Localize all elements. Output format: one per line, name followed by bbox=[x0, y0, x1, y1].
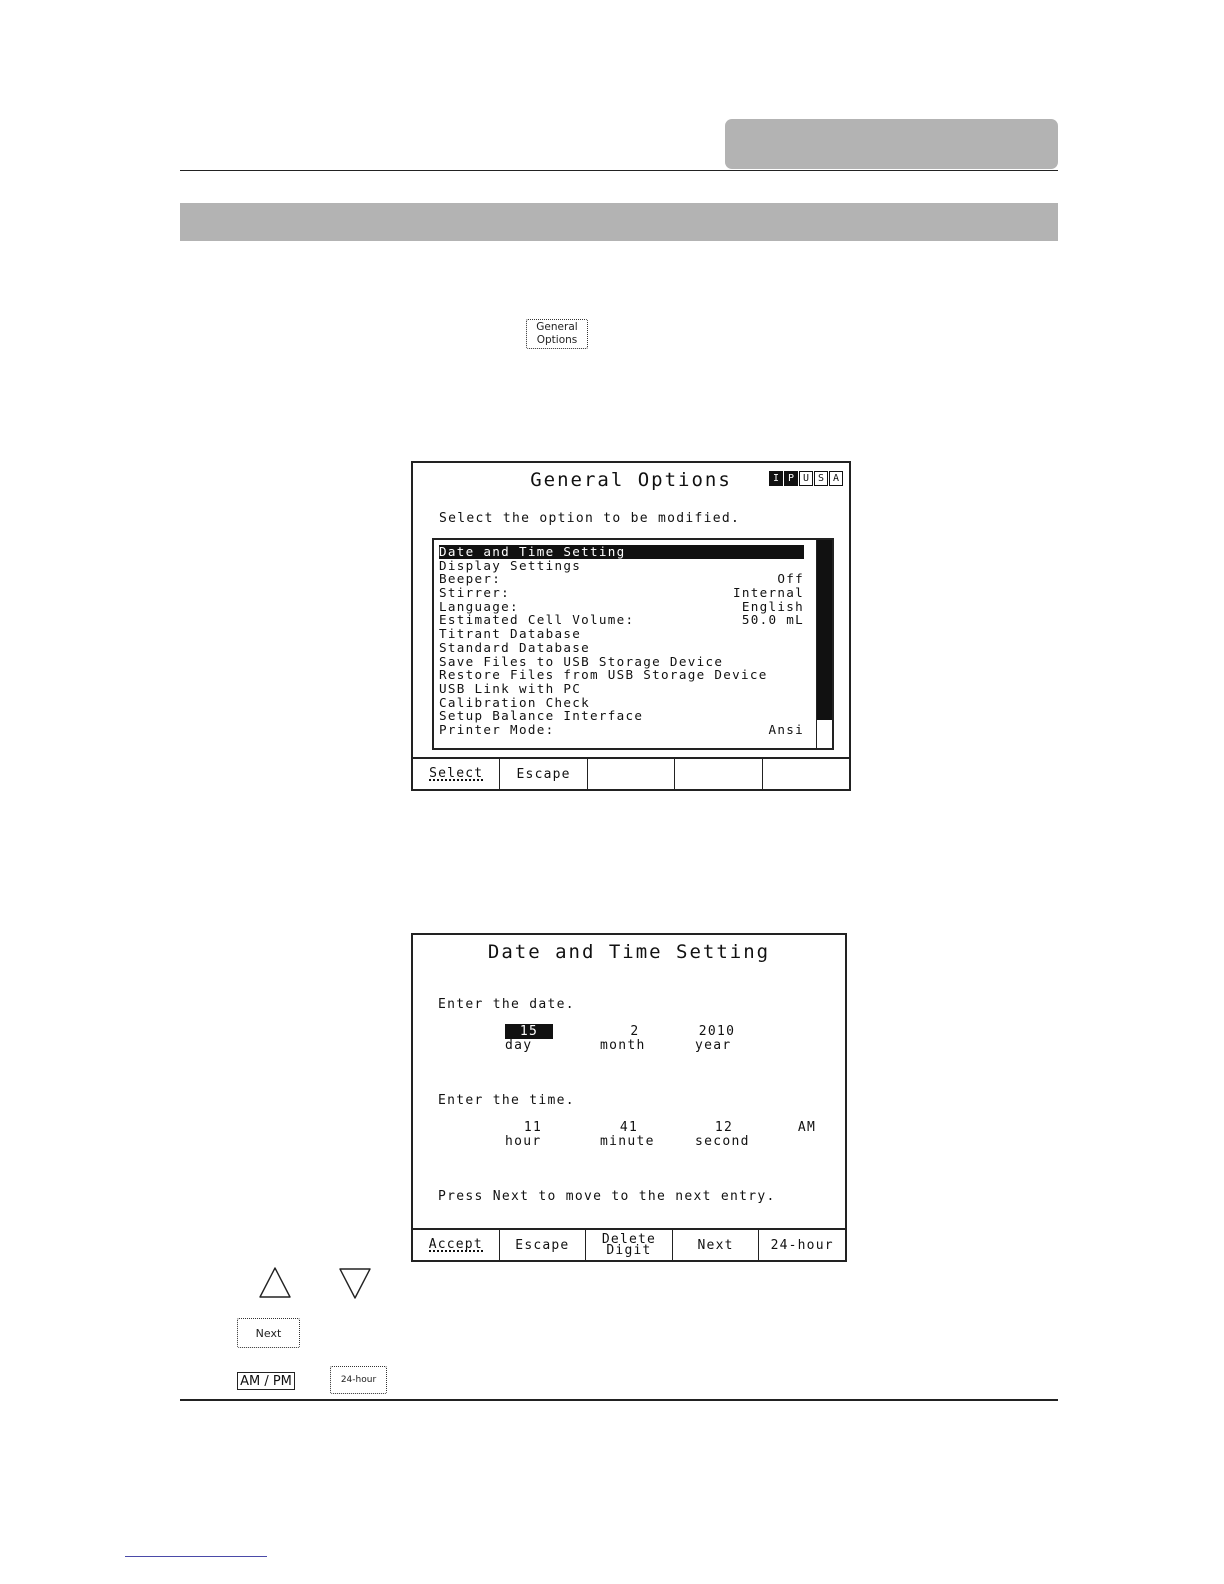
list-item-label: Calibration Check bbox=[439, 694, 590, 710]
hour-field[interactable]: 11 bbox=[523, 1120, 543, 1135]
softkey-blank-4[interactable] bbox=[675, 759, 762, 789]
second-label: second bbox=[695, 1134, 750, 1149]
list-item-value: English bbox=[741, 598, 804, 614]
date-time-screen bbox=[411, 933, 847, 1262]
list-item[interactable] bbox=[439, 668, 804, 682]
status-indicator-s: S bbox=[814, 471, 828, 486]
list-item[interactable] bbox=[439, 696, 804, 710]
twenty-four-hour-key[interactable] bbox=[330, 1366, 387, 1394]
general-options-key-line1: General bbox=[536, 321, 578, 333]
hint-text: Press Next to move to the next entry. bbox=[438, 1189, 776, 1204]
softkey-escape[interactable]: Escape bbox=[500, 1230, 587, 1260]
list-item[interactable] bbox=[439, 723, 804, 737]
softkey-bar bbox=[413, 1228, 845, 1260]
list-item[interactable] bbox=[439, 600, 804, 614]
month-field[interactable]: 2 bbox=[630, 1024, 640, 1039]
status-indicator-p: P bbox=[784, 471, 798, 486]
up-arrow-icon[interactable] bbox=[258, 1266, 292, 1300]
list-item[interactable] bbox=[439, 613, 804, 627]
date-prompt: Enter the date. bbox=[438, 997, 575, 1012]
day-label: day bbox=[505, 1038, 533, 1053]
list-item-label: Standard Database bbox=[439, 639, 590, 655]
list-item[interactable] bbox=[439, 709, 804, 723]
list-item-value: 50.0 mL bbox=[741, 612, 804, 628]
list-item-label: Estimated Cell Volume: bbox=[439, 612, 635, 628]
options-list[interactable] bbox=[432, 538, 834, 750]
list-item-value: Off bbox=[777, 571, 804, 587]
minute-label: minute bbox=[600, 1134, 655, 1149]
softkey-bar bbox=[413, 757, 849, 789]
general-options-key[interactable] bbox=[526, 319, 588, 349]
softkey-blank-5[interactable] bbox=[763, 759, 849, 789]
screen-title: Date and Time Setting bbox=[487, 941, 771, 963]
footer-link-underline bbox=[125, 1556, 267, 1557]
softkey-next[interactable]: Next bbox=[673, 1230, 760, 1260]
minute-field[interactable]: 41 bbox=[619, 1120, 639, 1135]
softkey-24-hour[interactable]: 24-hour bbox=[770, 1237, 834, 1253]
general-options-key-line2: Options bbox=[536, 334, 578, 346]
next-key-label: Next bbox=[255, 1326, 282, 1340]
list-item-label: Date and Time Setting bbox=[439, 544, 626, 559]
hour-label: hour bbox=[505, 1134, 542, 1149]
list-item[interactable] bbox=[439, 627, 804, 641]
list-item[interactable] bbox=[439, 559, 804, 573]
softkey-blank-3[interactable] bbox=[588, 759, 675, 789]
time-prompt: Enter the time. bbox=[438, 1093, 575, 1108]
twenty-four-hour-key-label: 24-hour bbox=[340, 1375, 377, 1385]
softkey-select[interactable]: Select bbox=[413, 759, 500, 789]
scrollbar-thumb[interactable] bbox=[817, 540, 832, 720]
list-item-label: Language: bbox=[439, 598, 519, 614]
header-rule bbox=[180, 170, 1058, 171]
list-item-value: Ansi bbox=[768, 721, 804, 737]
footer-rule bbox=[180, 1399, 1058, 1401]
list-item[interactable] bbox=[439, 572, 804, 586]
day-field[interactable]: 15 bbox=[505, 1024, 553, 1039]
status-indicator-a: A bbox=[829, 471, 843, 486]
screen-title: General Options bbox=[530, 469, 732, 491]
list-item[interactable] bbox=[439, 682, 804, 696]
list-item-label: Beeper: bbox=[439, 571, 502, 587]
softkey-delete-digit[interactable]: Delete Digit bbox=[586, 1230, 673, 1260]
section-bar bbox=[180, 203, 1058, 241]
list-item-label: Restore Files from USB Storage Device bbox=[439, 667, 768, 683]
list-item-label: Setup Balance Interface bbox=[439, 708, 644, 724]
year-field[interactable]: 2010 bbox=[698, 1024, 736, 1039]
month-label: month bbox=[600, 1038, 646, 1053]
second-field[interactable]: 12 bbox=[714, 1120, 734, 1135]
status-indicators bbox=[769, 471, 843, 484]
list-item-value: Internal bbox=[732, 585, 804, 601]
next-key[interactable] bbox=[237, 1318, 300, 1348]
status-indicator-i: I bbox=[769, 471, 783, 486]
list-item-label: USB Link with PC bbox=[439, 680, 582, 696]
list-item[interactable] bbox=[439, 655, 804, 669]
softkey-accept[interactable]: Accept bbox=[413, 1230, 500, 1260]
list-item-label: Titrant Database bbox=[439, 626, 582, 642]
status-indicator-u: U bbox=[799, 471, 813, 486]
ampm-field[interactable]: AM bbox=[797, 1120, 817, 1135]
list-item-label: Save Files to USB Storage Device bbox=[439, 653, 724, 669]
ampm-key[interactable] bbox=[237, 1372, 295, 1390]
list-item-label: Printer Mode: bbox=[439, 721, 555, 737]
year-label: year bbox=[695, 1038, 732, 1053]
softkey-escape[interactable]: Escape bbox=[500, 759, 587, 789]
list-item-label: Display Settings bbox=[439, 557, 582, 573]
general-options-screen bbox=[411, 461, 851, 791]
down-arrow-icon[interactable] bbox=[338, 1266, 372, 1300]
prompt-text: Select the option to be modified. bbox=[439, 511, 741, 526]
list-item[interactable] bbox=[439, 545, 804, 559]
list-item[interactable] bbox=[439, 586, 804, 600]
list-item[interactable] bbox=[439, 641, 804, 655]
ampm-key-label: AM / PM bbox=[240, 1373, 292, 1389]
scrollbar[interactable] bbox=[816, 540, 832, 748]
header-tab bbox=[725, 119, 1058, 169]
list-item-label: Stirrer: bbox=[439, 585, 511, 601]
